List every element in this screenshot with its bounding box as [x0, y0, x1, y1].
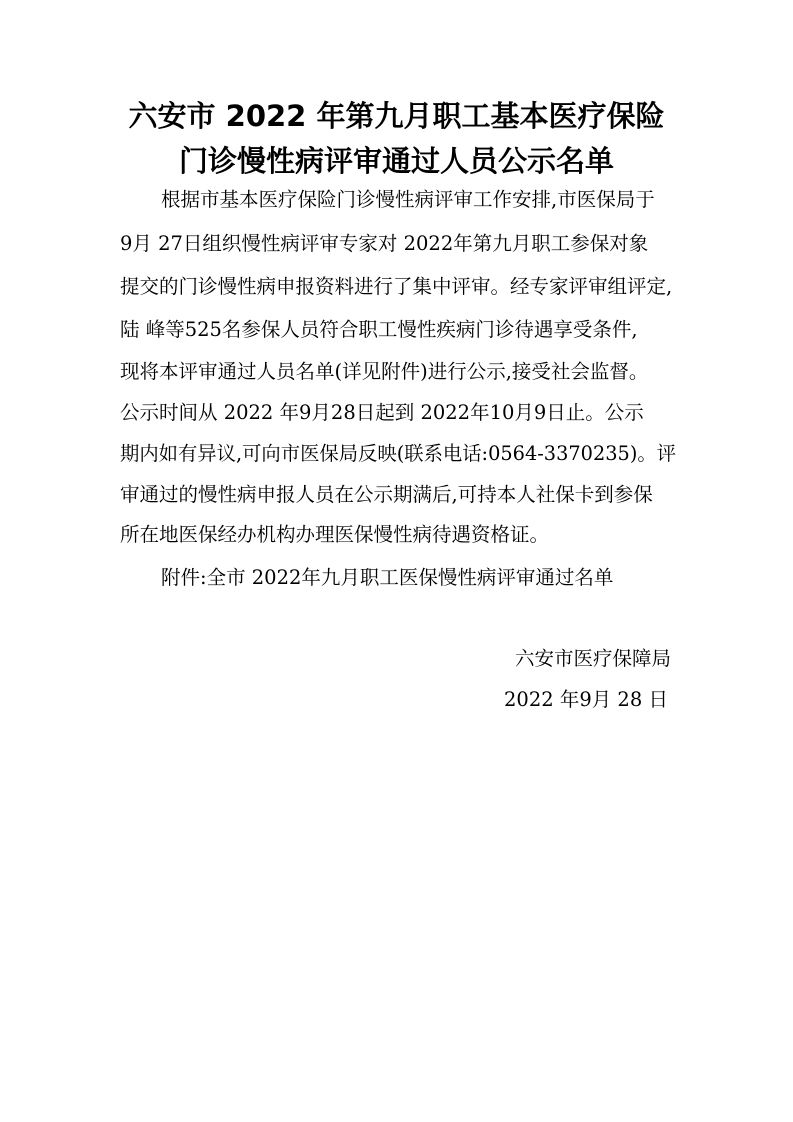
- body-line-9: 所在地医保经办机构办理医保慢性病待遇资格证。: [120, 523, 550, 546]
- body-line-4: 陆 峰等525名参保人员符合职工慢性疾病门诊待遇享受条件,: [120, 318, 638, 341]
- body-line-3: 提交的门诊慢性病申报资料进行了集中评审。经专家评审组评定,: [120, 275, 673, 298]
- document-title-line-2: 门诊慢性病评审通过人员公示名单: [178, 144, 614, 178]
- document-title-line-1: 六安市 2022 年第九月职工基本医疗保险: [128, 99, 665, 133]
- body-line-7: 期内如有异议,可向市医保局反映(联系电话:0564-3370235)。评: [120, 442, 677, 465]
- body-line-6: 公示时间从 2022 年9月28日起到 2022年10月9日止。公示: [120, 401, 644, 424]
- signature-date: 2022 年9月 28 日: [504, 688, 668, 711]
- body-line-5: 现将本评审通过人员名单(详见附件)进行公示,接受社会监督。: [120, 360, 649, 383]
- attachment-line: 附件:全市 2022年九月职工医保慢性病评审通过名单: [161, 566, 614, 589]
- signature-org: 六安市医疗保障局: [515, 647, 672, 670]
- body-line-8: 审通过的慢性病申报人员在公示期满后,可持本人社保卡到参保: [120, 483, 653, 506]
- body-line-2: 9月 27日组织慢性病评审专家对 2022年第九月职工参保对象: [120, 232, 649, 255]
- body-line-1: 根据市基本医疗保险门诊慢性病评审工作安排,市医保局于: [161, 188, 655, 211]
